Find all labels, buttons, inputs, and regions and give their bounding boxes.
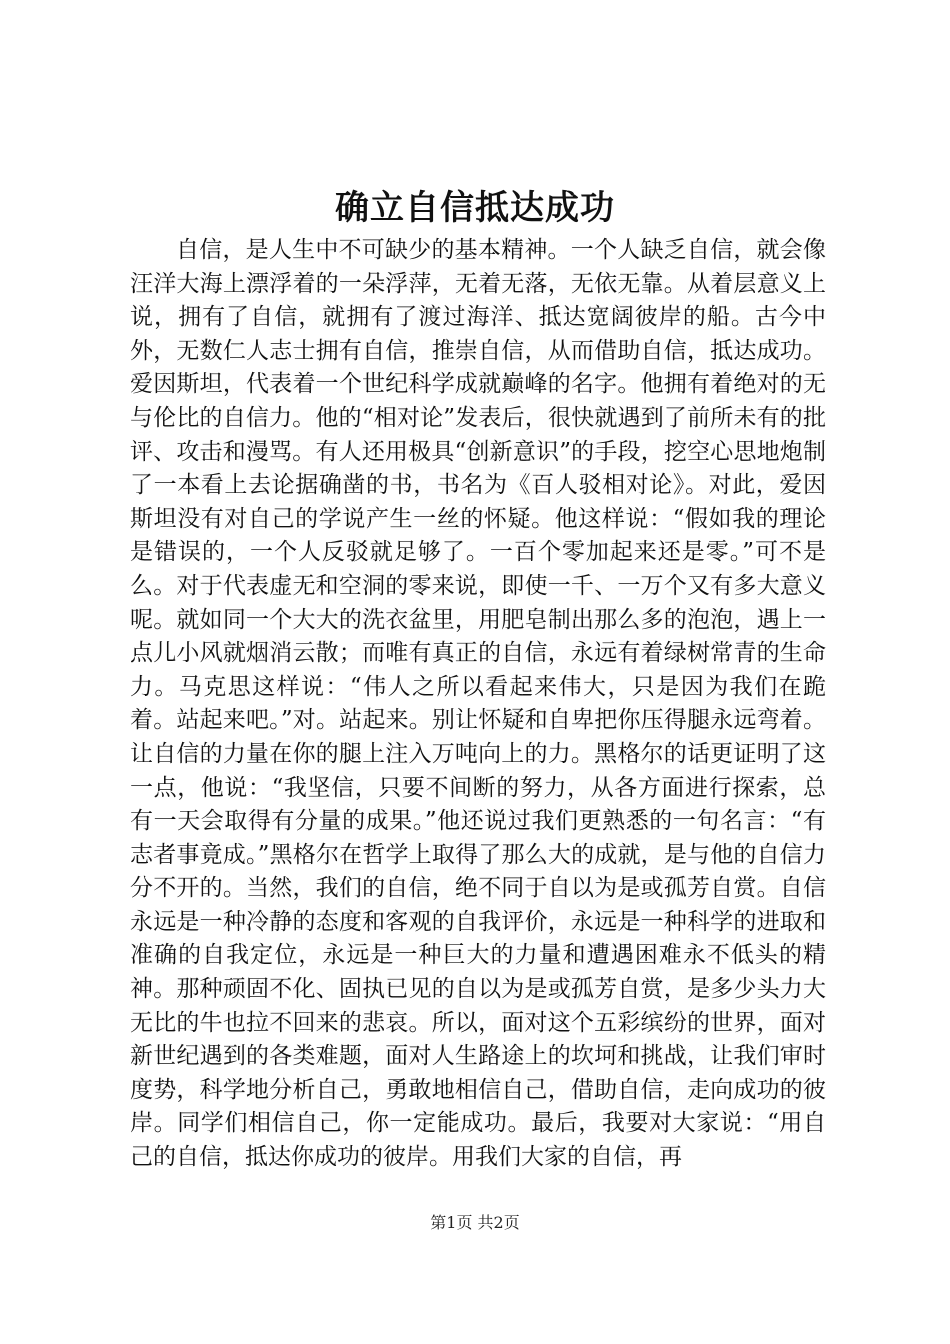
page-number-footer: 第1页 共2页: [430, 1213, 520, 1232]
document-body-paragraph: 自信，是人生中不可缺少的基本精神。一个人缺乏自信，就会像汪洋大海上漂浮着的一朵浮萍，无着无落，无依无靠。从着层意义上说，拥有了自信，就拥有了渡过海洋、抵达宽阔彼岸的船。古今中外，无数仁人志士拥有自信，推崇自信，从而借助自信，抵达成功。爱因斯坦，代表着一个世纪科学成就巅峰的名字。他拥有着绝对的无与伦比的自信力。他的“相对论”发表后，很快就遇到了前所未有的批评、攻击和漫骂。有人还用极具“创新意识”的手段，挖空心思地炮制了一本看上去论据确凿的书，书名为《百人驳相对论》。对此，爱因斯坦没有对自己的学说产生一丝的怀疑。他这样说：“假如我的理论是错误的，一个人反驳就足够了。一百个零加起来还是零。”可不是么。对于代表虚无和空洞的零来说，即使一千、一万个又有多大意义呢。就如同一个大大的洗衣盆里，用肥皂制出那么多的泡泡，遇上一点儿小风就烟消云散；而唯有真正的自信，永远有着绿树常青的生命力。马克思这样说：“伟人之所以看起来伟大，只是因为我们在跪着。站起来吧。”对。站起来。别让怀疑和自卑把你压得腿永远弯着。让自信的力量在你的腿上注入万吨向上的力。黑格尔的话更证明了这一点，他说：“我坚信，只要不间断的努力，从各方面进行探索，总有一天会取得有分量的成果。”他还说过我们更熟悉的一句名言：“有志者事竟成。”黑格尔在哲学上取得了那么大的成就，是与他的自信力分不开的。当然，我们的自信，绝不同于自以为是或孤芳自赏。自信永远是一种冷静的态度和客观的自我评价，永远是一种科学的进取和准确的自我定位，永远是一种巨大的力量和遭遇困难永不低头的精神。那种顽固不化、固执已见的自以为是或孤芳自赏，是多少头力大无比的牛也拉不回来的悲哀。所以，面对这个五彩缤纷的世界，面对新世纪遇到的各类难题，面对人生路途上的坎坷和挑战，让我们审时度势，科学地分析自己，勇敢地相信自己，借助自信，走向成功的彼岸。同学们相信自己，你一定能成功。最后，我要对大家说：“用自己的自信，抵达你成功的彼岸。用我们大家的自信，再: [130, 237, 826, 1171]
document-title: 确立自信抵达成功: [335, 188, 615, 228]
